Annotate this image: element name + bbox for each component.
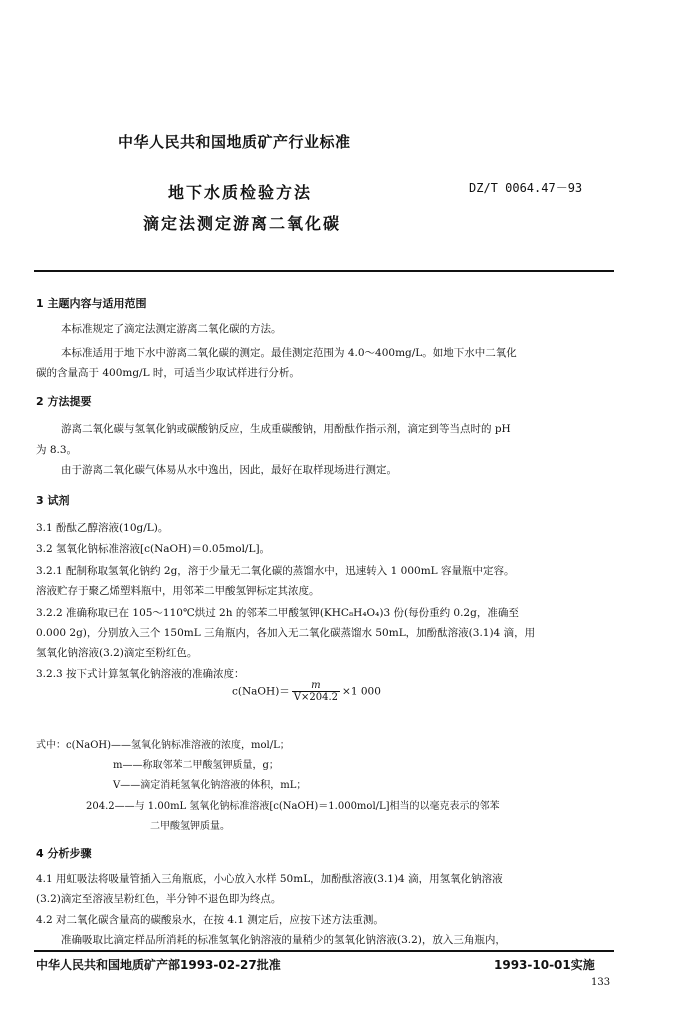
formula-denominator: V×204.2 bbox=[293, 692, 339, 703]
organization-title: 中华人民共和国地质矿产行业标准 bbox=[118, 133, 351, 151]
reagent-3-2-2-line3: 氢氧化钠溶液(3.2)滴定至粉红色。 bbox=[36, 647, 198, 659]
footer-divider bbox=[34, 950, 614, 952]
formula-lhs: c(NaOH)＝ bbox=[232, 685, 290, 698]
section2-heading: 2 方法提要 bbox=[36, 395, 92, 408]
header-divider bbox=[34, 270, 614, 272]
section2-paragraph1-line1: 游离二氧化碳与氢氧化钠或碳酸钠反应，生成重碳酸钠，用酚酞作指示剂，滴定到等当点时的 pH bbox=[61, 423, 511, 435]
formula-where-4-line2: 二甲酸氢钾质量。 bbox=[150, 821, 230, 832]
reagent-3-2-2-line2: 0.000 2g)，分别放入三个 150mL 三角瓶内，各加入无二氧化碳蒸馏水 50mL，加酚酞溶液(3.1)4 滴，用 bbox=[36, 627, 536, 639]
formula-fraction bbox=[292, 680, 340, 703]
section2-paragraph1-line2: 为 8.3。 bbox=[36, 444, 78, 456]
formula-numerator: m bbox=[292, 680, 340, 692]
reagent-3-2-2-line1: 3.2.2 准确称取已在 105～110℃烘过 2h 的邻苯二甲酸氢钾(KHC₈H₄O₄)3 份(每份重约 0.2g，准确至 bbox=[36, 607, 519, 619]
effective-date: 1993-10-01实施 bbox=[494, 958, 595, 972]
step-4-2: 4.2 对二氧化碳含量高的碳酸泉水，在按 4.1 测定后，应按下述方法重测。 bbox=[36, 914, 384, 926]
approval-statement: 中华人民共和国地质矿产部1993-02-27批准 bbox=[36, 958, 281, 972]
section3-heading: 3 试剂 bbox=[36, 494, 70, 507]
formula-where-2: m——称取邻苯二甲酸氢钾质量，g； bbox=[113, 760, 279, 771]
section2-paragraph2: 由于游离二氧化碳气体易从水中逸出，因此，最好在取样现场进行测定。 bbox=[61, 464, 397, 476]
formula-where-4-line1: 204.2——与 1.00mL 氢氧化钠标准溶液[c(NaOH)＝1.000mol/L]相当的以毫克表示的邻苯 bbox=[86, 801, 500, 812]
section1-paragraph2-line2: 碳的含量高于 400mg/L 时，可适当少取试样进行分析。 bbox=[36, 367, 300, 379]
reagent-3-2-3: 3.2.3 按下式计算氢氧化钠溶液的准确浓度： bbox=[36, 668, 245, 680]
reagent-3-2: 3.2 氢氧化钠标准溶液[c(NaOH)＝0.05mol/L]。 bbox=[36, 543, 271, 555]
page-number: 133 bbox=[591, 977, 611, 988]
step-4-2-continuation: 准确吸取比滴定样品所消耗的标准氢氧化钠溶液的量稍少的氢氧化钠溶液(3.2)，放入三角瓶内， bbox=[61, 934, 506, 946]
section1-heading: 1 主题内容与适用范围 bbox=[36, 297, 147, 310]
standard-code: DZ/T 0064.47－93 bbox=[469, 181, 583, 195]
section1-paragraph2-line1: 本标准适用于地下水中游离二氧化碳的测定。最佳测定范围为 4.0～400mg/L。如地下水中二氧化 bbox=[61, 347, 517, 359]
reagent-3-2-1-line1: 3.2.1 配制称取氢氧化钠约 2g，溶于少量无二氧化碳的蒸馏水中，迅速转入 1 000mL 容量瓶中定容。 bbox=[36, 565, 515, 577]
section4-heading: 4 分析步骤 bbox=[36, 847, 92, 860]
section1-paragraph1: 本标准规定了滴定法测定游离二氧化碳的方法。 bbox=[61, 323, 282, 335]
step-4-1-line2: (3.2)滴定至溶液呈粉红色，半分钟不退色即为终点。 bbox=[36, 893, 282, 905]
formula-tail: ×1 000 bbox=[342, 685, 381, 698]
step-4-1-line1: 4.1 用虹吸法将吸量管插入三角瓶底，小心放入水样 50mL，加酚酞溶液(3.1)4 滴，用氢氧化钠溶液 bbox=[36, 873, 503, 885]
standard-title-line1: 地下水质检验方法 bbox=[168, 183, 313, 202]
standard-title-line2: 滴定法测定游离二氧化碳 bbox=[143, 214, 342, 233]
reagent-3-1: 3.1 酚酞乙醇溶液(10g/L)。 bbox=[36, 522, 169, 534]
formula-where-1: 式中：c(NaOH)——氢氧化钠标准溶液的浓度，mol/L； bbox=[36, 740, 290, 751]
concentration-formula bbox=[232, 680, 381, 703]
reagent-3-2-1-line2: 溶液贮存于聚乙烯塑料瓶中，用邻苯二甲酸氢钾标定其浓度。 bbox=[36, 585, 320, 597]
formula-where-3: V——滴定消耗氢氧化钠溶液的体积，mL； bbox=[113, 780, 307, 791]
